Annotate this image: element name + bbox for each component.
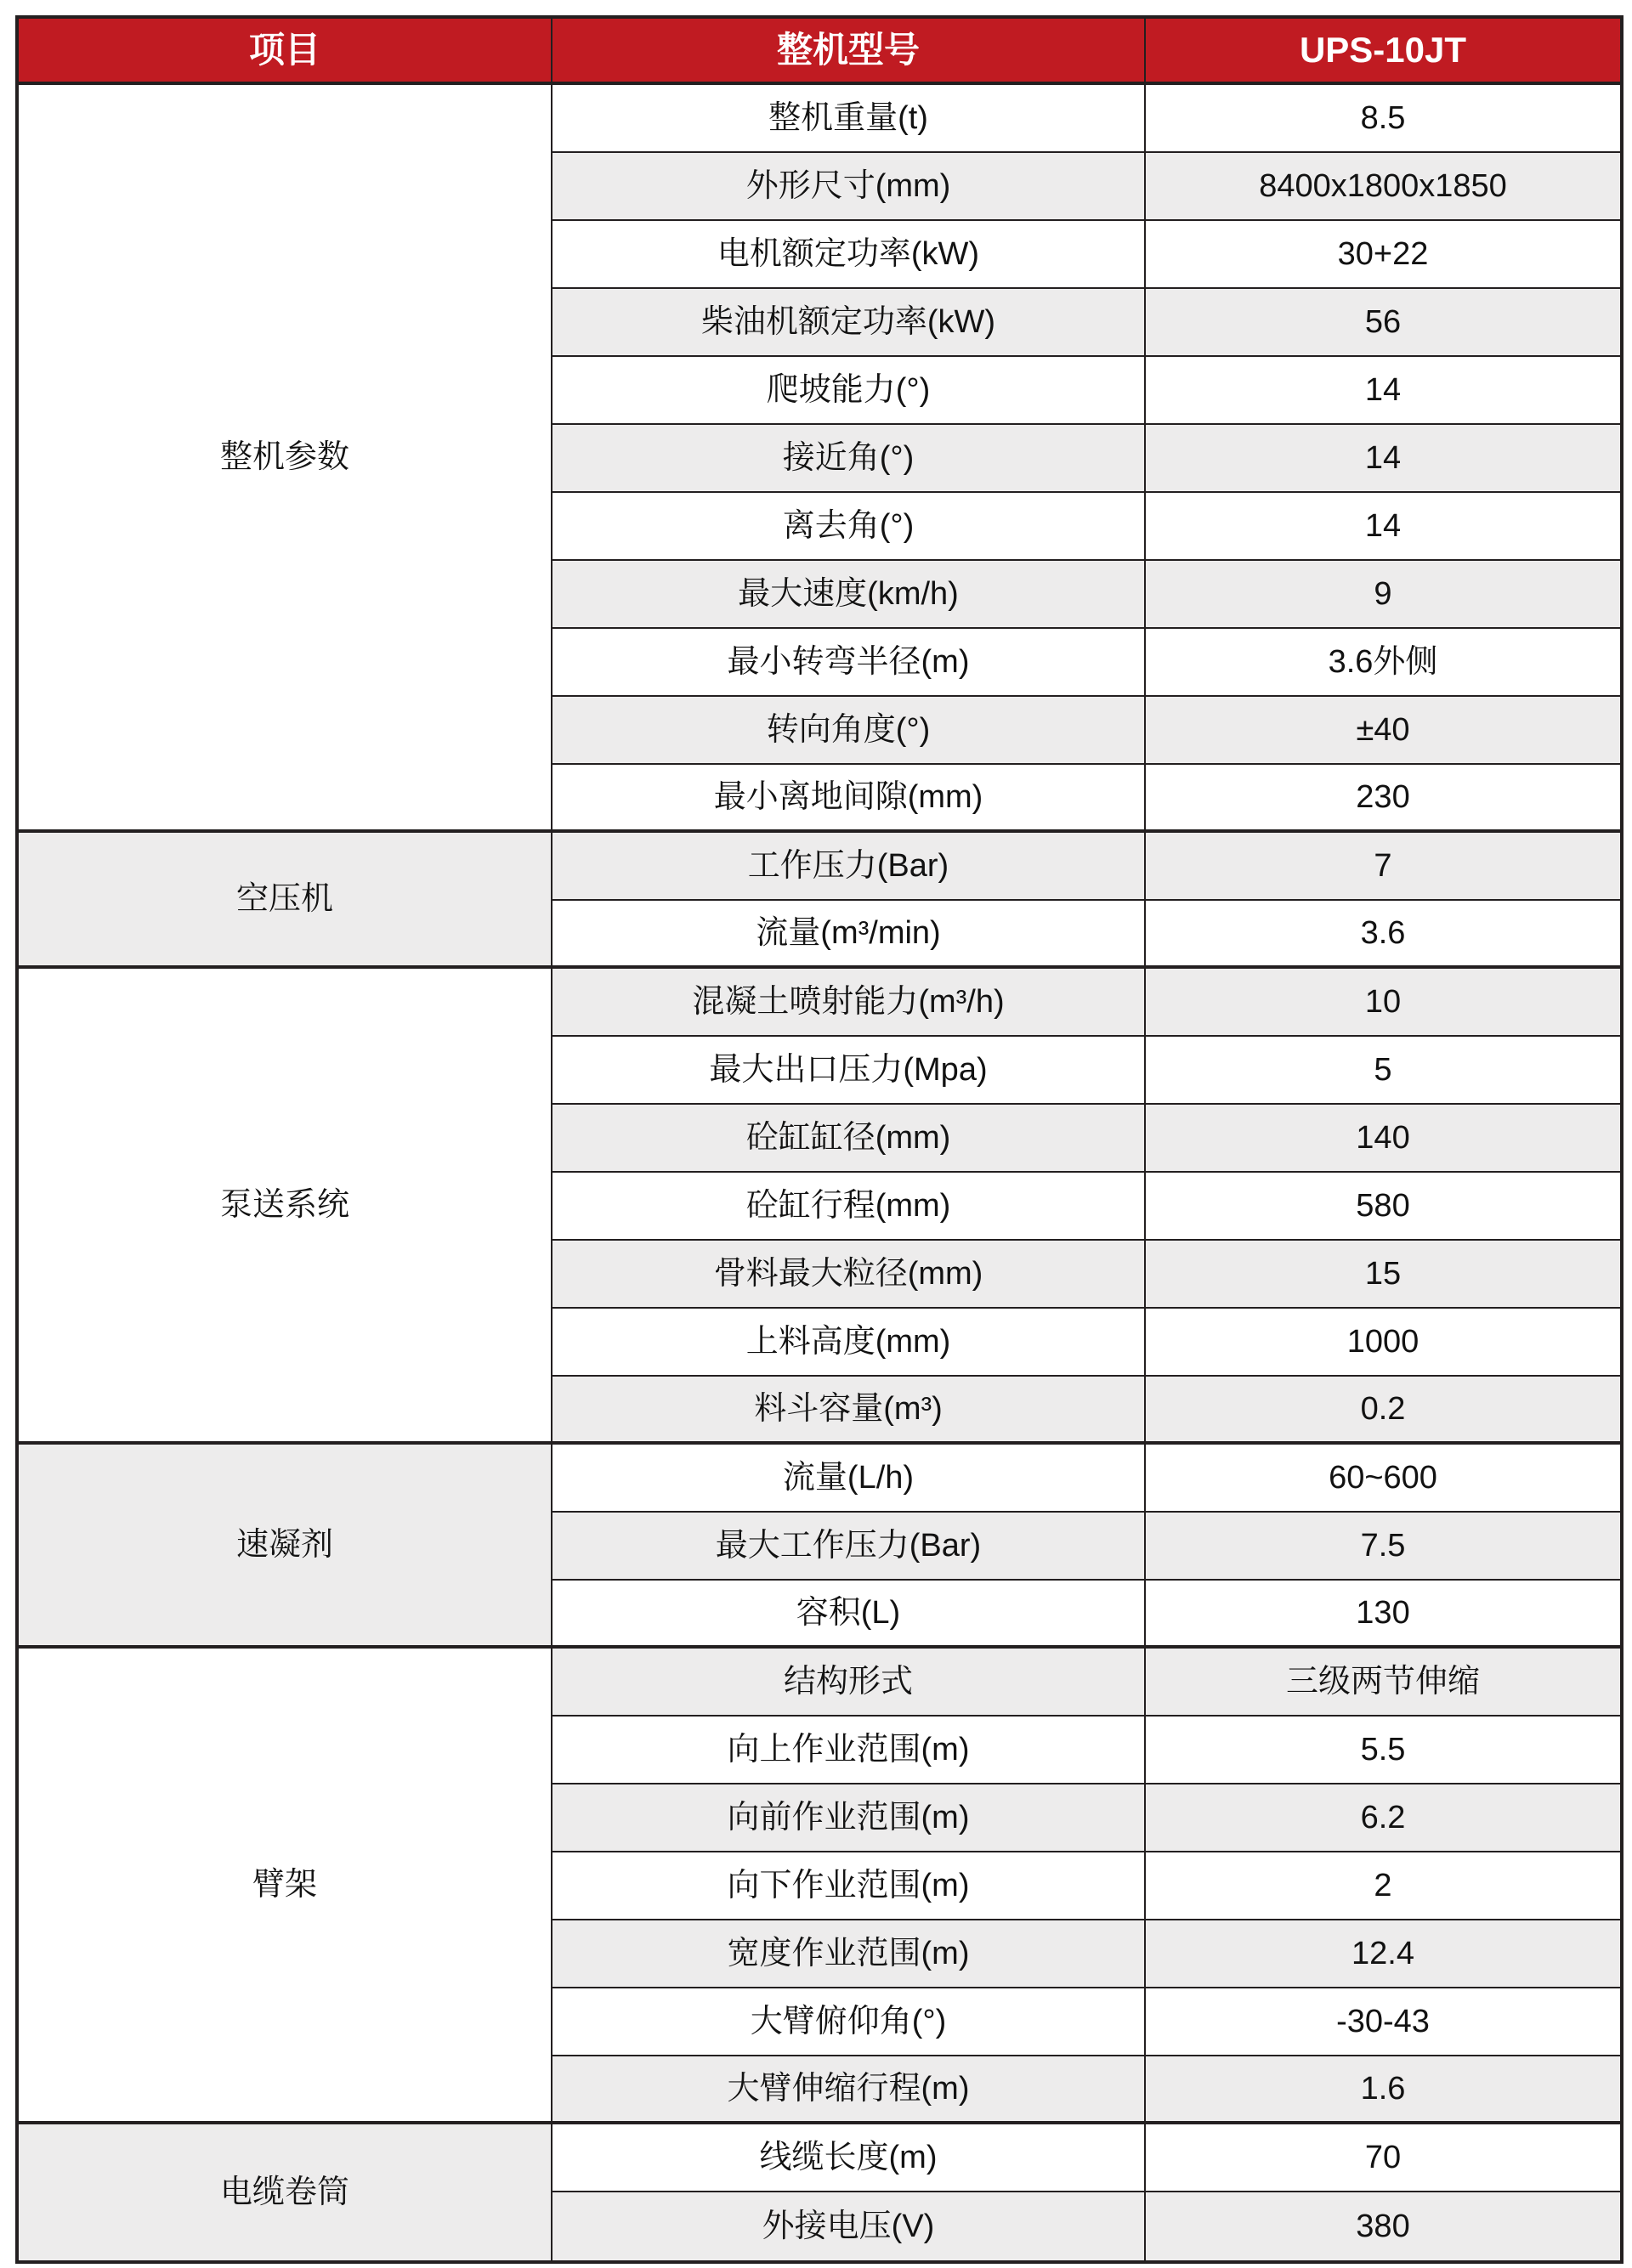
param-value-cell: 5 [1146,1037,1620,1105]
param-value-cell: 12.4 [1146,1920,1620,1988]
param-value-cell: 8400x1800x1850 [1146,153,1620,221]
param-value-cell: 7 [1146,833,1620,901]
param-label-cell: 向前作业范围(m) [552,1784,1146,1852]
param-label-cell: 离去角(°) [552,493,1146,561]
param-label-cell: 柴油机额定功率(kW) [552,289,1146,357]
category-cell: 泵送系统 [19,969,552,1445]
param-value-cell: 三级两节伸缩 [1146,1649,1620,1717]
param-value-cell: 130 [1146,1581,1620,1649]
param-value-cell: 7.5 [1146,1513,1620,1581]
param-value-cell: 380 [1146,2192,1620,2260]
param-label-cell: 容积(L) [552,1581,1146,1649]
param-value-cell: 2 [1146,1852,1620,1920]
param-label-cell: 线缆长度(m) [552,2124,1146,2192]
param-value-cell: 14 [1146,425,1620,493]
param-label-cell: 骨料最大粒径(mm) [552,1241,1146,1309]
param-label-cell: 转向角度(°) [552,697,1146,765]
param-label-cell: 向下作业范围(m) [552,1852,1146,1920]
param-label-cell: 大臂俯仰角(°) [552,1988,1146,2056]
param-value-cell: 230 [1146,765,1620,833]
param-value-cell: 56 [1146,289,1620,357]
param-label-cell: 接近角(°) [552,425,1146,493]
header-cell-model-value: UPS-10JT [1146,19,1620,85]
category-cell: 速凝剂 [19,1445,552,1649]
param-label-cell: 最大速度(km/h) [552,561,1146,629]
category-cell: 空压机 [19,833,552,969]
param-label-cell: 砼缸行程(mm) [552,1173,1146,1241]
param-label-cell: 最小离地间隙(mm) [552,765,1146,833]
param-label-cell: 流量(L/h) [552,1445,1146,1513]
category-cell: 整机参数 [19,85,552,833]
param-label-cell: 上料高度(mm) [552,1309,1146,1377]
param-label-cell: 向上作业范围(m) [552,1717,1146,1784]
param-value-cell: 70 [1146,2124,1620,2192]
param-value-cell: 3.6外侧 [1146,629,1620,697]
param-value-cell: 30+22 [1146,221,1620,289]
param-value-cell: 9 [1146,561,1620,629]
param-value-cell: 10 [1146,969,1620,1037]
param-label-cell: 料斗容量(m³) [552,1377,1146,1445]
param-label-cell: 电机额定功率(kW) [552,221,1146,289]
param-value-cell: 14 [1146,357,1620,425]
param-label-cell: 外接电压(V) [552,2192,1146,2260]
param-label-cell: 大臂伸缩行程(m) [552,2056,1146,2124]
param-value-cell: 60~600 [1146,1445,1620,1513]
category-cell: 电缆卷筒 [19,2124,552,2260]
param-value-cell: 3.6 [1146,901,1620,969]
param-value-cell: 8.5 [1146,85,1620,153]
param-value-cell: 6.2 [1146,1784,1620,1852]
param-label-cell: 流量(m³/min) [552,901,1146,969]
header-cell-item: 项目 [19,19,552,85]
param-value-cell: 580 [1146,1173,1620,1241]
param-value-cell: ±40 [1146,697,1620,765]
header-cell-model: 整机型号 [552,19,1146,85]
param-value-cell: 1000 [1146,1309,1620,1377]
param-value-cell: -30-43 [1146,1988,1620,2056]
param-value-cell: 15 [1146,1241,1620,1309]
param-label-cell: 最小转弯半径(m) [552,629,1146,697]
param-label-cell: 外形尺寸(mm) [552,153,1146,221]
param-label-cell: 砼缸缸径(mm) [552,1105,1146,1173]
param-value-cell: 0.2 [1146,1377,1620,1445]
param-label-cell: 宽度作业范围(m) [552,1920,1146,1988]
param-value-cell: 5.5 [1146,1717,1620,1784]
spec-table [15,15,1624,2264]
param-value-cell: 14 [1146,493,1620,561]
param-label-cell: 最大出口压力(Mpa) [552,1037,1146,1105]
param-label-cell: 工作压力(Bar) [552,833,1146,901]
category-cell: 臂架 [19,1649,552,2124]
param-label-cell: 最大工作压力(Bar) [552,1513,1146,1581]
param-value-cell: 1.6 [1146,2056,1620,2124]
param-label-cell: 爬坡能力(°) [552,357,1146,425]
param-label-cell: 整机重量(t) [552,85,1146,153]
param-value-cell: 140 [1146,1105,1620,1173]
param-label-cell: 结构形式 [552,1649,1146,1717]
param-label-cell: 混凝土喷射能力(m³/h) [552,969,1146,1037]
